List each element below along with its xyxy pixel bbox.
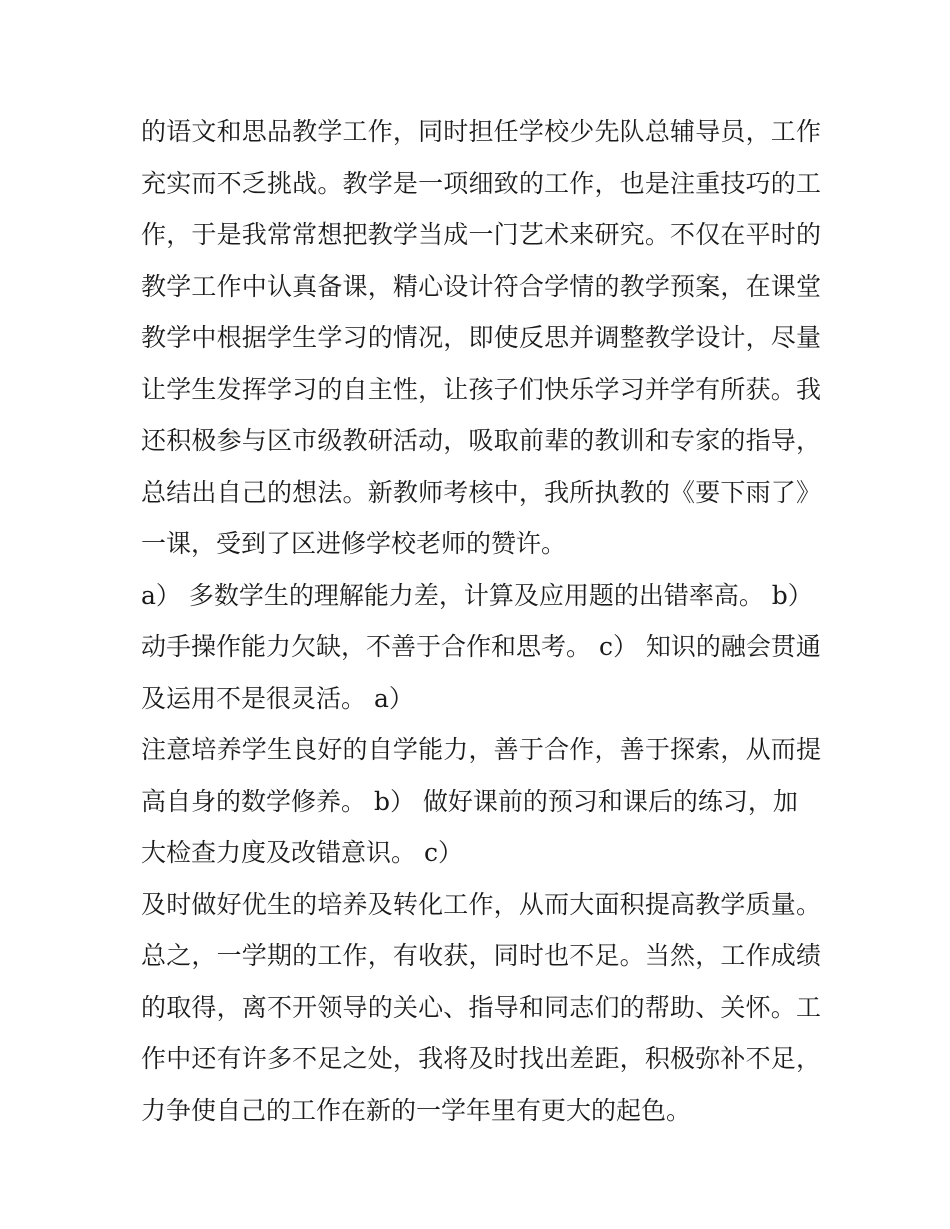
text-line: 及时做好优生的培养及转化工作，从而大面积提高教学质量。 [141,889,821,919]
text-line: 动手操作能力欠缺，不善于合作和思考。 c） 知识的融会贯通 [141,632,821,661]
text-line: 总之，一学期的工作，有收获，同时也不足。当然，工作成绩 [141,941,821,970]
text-line: 的语文和思品教学工作，同时担任学校少先队总辅导员，工作 [141,117,821,146]
text-line: 教学工作中认真备课，精心设计符合学情的教学预案，在课堂 [141,271,821,301]
text-line: 还积极参与区市级教研活动，吸取前辈的教训和专家的指导， [141,426,821,455]
text-line: 的取得，离不开领导的关心、指导和同志们的帮助、关怀。工 [141,992,821,1022]
text-line: 及运用不是很灵活。 a） [141,683,414,713]
text-line: 一课，受到了区进修学校老师的赞许。 [141,529,567,558]
text-line: 总结出自己的想法。新教师考核中，我所执教的《要下雨了》 [141,477,821,507]
text-line: 高自身的数学修养。 b） 做好课前的预习和课后的练习，加 [141,786,798,816]
text-line: 教学中根据学生学习的情况，即使反思并调整教学设计，尽量 [141,323,821,352]
text-line: 大检查力度及改错意识。 c） [141,838,463,867]
text-line: 作，于是我常常想把教学当成一门艺术来研究。不仅在平时的 [141,220,821,249]
text-line: a） 多数学生的理解能力差，计算及应用题的出错率高。 b） [141,580,813,610]
text-line: 力争使自己的工作在新的一学年里有更大的起色。 [141,1095,692,1125]
text-line: 让学生发挥学习的自主性，让孩子们快乐学习并学有所获。我 [141,374,821,404]
text-line: 充实而不乏挑战。教学是一项细致的工作，也是注重技巧的工 [141,168,821,198]
document-body [141,106,821,1136]
text-line: 注意培养学生良好的自学能力，善于合作，善于探索，从而提 [141,735,821,764]
text-line: 作中还有许多不足之处，我将及时找出差距，积极弥补不足， [141,1044,821,1073]
